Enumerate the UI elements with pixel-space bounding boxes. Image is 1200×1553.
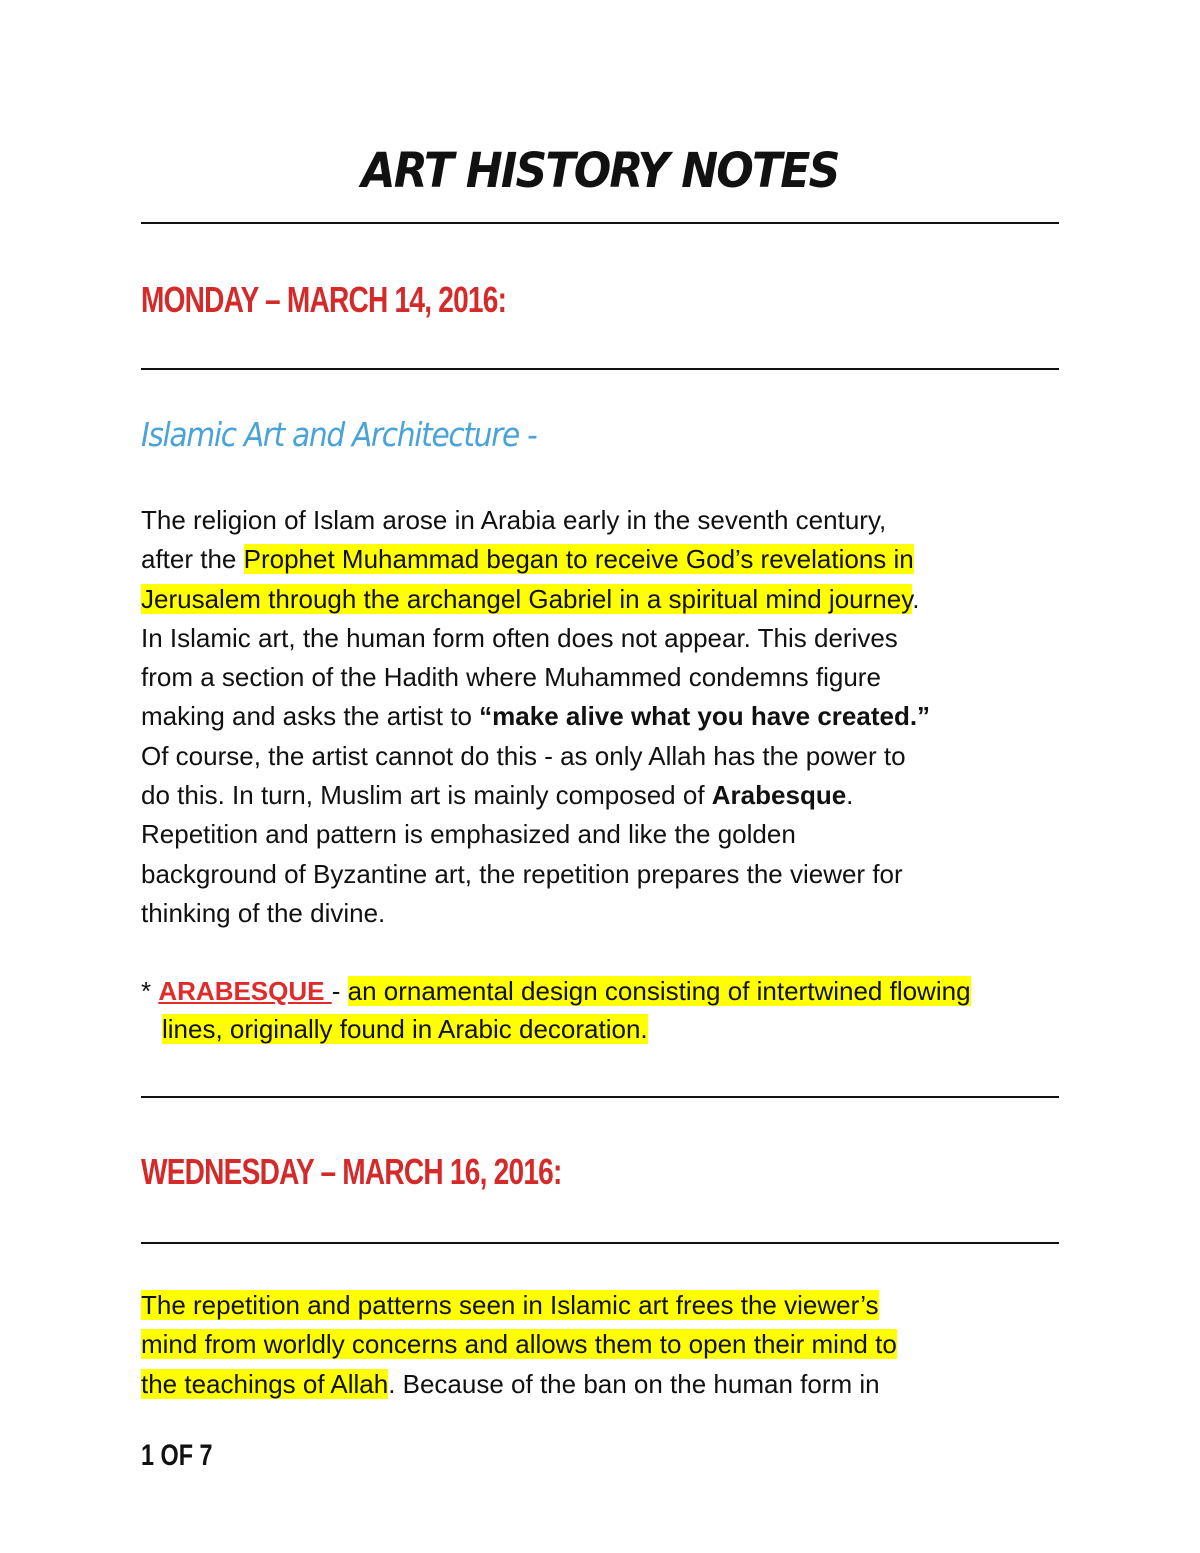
page-number: 1 OF 7 (141, 1439, 213, 1472)
text-span: . (912, 583, 920, 614)
divider (141, 1096, 1059, 1098)
text-line (141, 501, 1071, 540)
text-span: thinking of the divine. (141, 897, 386, 928)
bullet-marker: * (141, 976, 152, 1006)
definition-dash: - (331, 976, 348, 1006)
divider (141, 368, 1059, 370)
text-span: Of course, the artist cannot do this - as only Allah has the power to (141, 740, 906, 771)
text-span: . Because of the ban on the human form in (388, 1368, 880, 1399)
text-line (141, 855, 1071, 894)
text-line (141, 619, 1071, 658)
highlighted-text: The repetition and patterns seen in Islamic art frees the viewer’s (141, 1290, 879, 1320)
text-line (141, 1286, 1071, 1325)
text-line (141, 658, 1071, 697)
divider (141, 222, 1059, 224)
body-paragraph (141, 1286, 1071, 1404)
text-span: Repetition and pattern is emphasized and like the golden (141, 819, 796, 850)
text-line (141, 580, 1071, 619)
text-span: making and asks the artist to (141, 701, 480, 732)
text-line (141, 776, 1071, 815)
text-span: after the (141, 544, 244, 575)
highlighted-text: the teachings of Allah (141, 1368, 389, 1399)
highlighted-text: Prophet Muhammad began to receive God’s revelations in (243, 544, 914, 575)
text-span: The religion of Islam arose in Arabia early in the seventh century, (141, 505, 887, 535)
highlighted-text: mind from worldly concerns and allows them to open their mind to (141, 1329, 897, 1360)
text-line (141, 1325, 1071, 1364)
text-span: . (846, 780, 854, 811)
text-line (141, 815, 1071, 854)
text-span: from a section of the Hadith where Muhammed condemns figure (141, 662, 881, 693)
text-span: background of Byzantine art, the repetition prepares the viewer for (141, 858, 903, 889)
text-line (141, 894, 1071, 933)
text-line (141, 737, 1071, 776)
text-span: In Islamic art, the human form often does not appear. This derives (141, 622, 898, 653)
definition-text: an ornamental design consisting of intertwined flowing (347, 976, 971, 1006)
bold-text: Arabesque (711, 780, 847, 811)
definition-term: ARABESQUE (158, 976, 332, 1006)
body-paragraph (141, 501, 1071, 933)
bold-text: “make alive what you have created.” (479, 701, 931, 732)
section-subheading: Islamic Art and Architecture - (141, 415, 537, 454)
text-line (141, 697, 1071, 736)
divider (141, 1242, 1059, 1244)
highlighted-text: Jerusalem through the archangel Gabriel in a spiritual mind journey (141, 583, 913, 614)
definition-text-continued: lines, originally found in Arabic decoration. (162, 1014, 648, 1044)
section-date-wednesday: WEDNESDAY – MARCH 16, 2016: (141, 1151, 562, 1192)
text-line (141, 1365, 1071, 1404)
text-line (141, 540, 1071, 579)
text-span: do this. In turn, Muslim art is mainly composed of (141, 780, 712, 811)
section-date-monday: MONDAY – MARCH 14, 2016: (141, 279, 507, 320)
definition-item (141, 972, 1071, 1048)
document-title: ART HISTORY NOTES (361, 143, 839, 199)
